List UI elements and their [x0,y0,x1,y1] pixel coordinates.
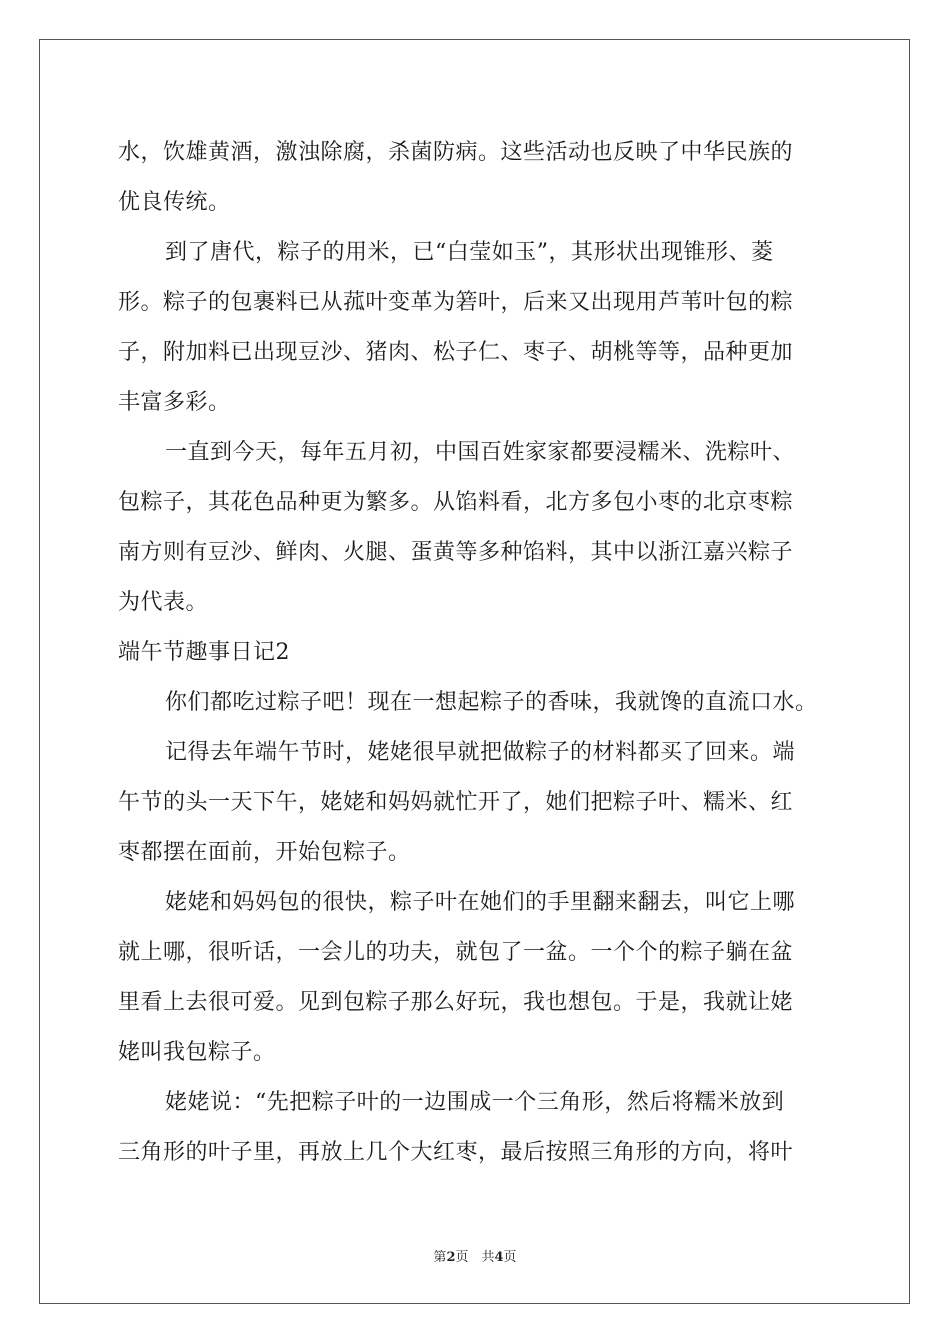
text-line: 到了唐代，粽子的用米，已“白莹如玉”，其形状出现锥形、菱 [165,240,774,265]
text-line: 南方则有豆沙、鲜肉、火腿、蛋黄等多种馅料，其中以浙江嘉兴粽子 [118,540,794,565]
text-line: 午节的头一天下午，姥姥和妈妈就忙开了，她们把粽子叶、糯米、红 [118,790,794,815]
text-line: 水，饮雄黄酒，激浊除腐，杀菌防病。这些活动也反映了中华民族的 [118,140,794,165]
footer-prefix: 第 [433,1250,447,1265]
text-line: 丰富多彩。 [118,390,231,415]
page-footer [0,1246,950,1265]
text-line: 子，附加料已出现豆沙、猪肉、松子仁、枣子、胡桃等等，品种更加 [118,340,794,365]
footer-total-pages: 4 [494,1250,504,1265]
text-line: 优良传统。 [118,190,231,215]
text-line: 里看上去很可爱。见到包粽子那么好玩，我也想包。于是，我就让姥 [118,990,794,1015]
footer-suffix: 页 [503,1250,517,1265]
text-line: 为代表。 [118,590,209,615]
text-line: 三角形的叶子里，再放上几个大红枣，最后按照三角形的方向，将叶 [118,1140,794,1165]
text-line: 姥叫我包粽子。 [118,1040,276,1065]
text-line: 端午节趣事日记2 [118,640,290,665]
text-line: 包粽子，其花色品种更为繁多。从馅料看，北方多包小枣的北京枣粽 [118,490,794,515]
text-line: 姥姥说：“先把粽子叶的一边围成一个三角形，然后将糯米放到 [165,1090,785,1115]
text-line: 一直到今天，每年五月初，中国百姓家家都要浸糯米、洗粽叶、 [165,440,796,465]
footer-current-page: 2 [446,1250,456,1265]
text-line: 你们都吃过粽子吧！现在一想起粽子的香味，我就馋的直流口水。 [165,690,818,715]
text-line: 枣都摆在面前，开始包粽子。 [118,840,411,865]
footer-mid: 页 共 [455,1250,495,1265]
text-line: 姥姥和妈妈包的很快，粽子叶在她们的手里翻来翻去，叫它上哪 [165,890,796,915]
document-body [118,128,838,1178]
text-line: 记得去年端午节时，姥姥很早就把做粽子的材料都买了回来。端 [165,740,796,765]
text-line: 形。粽子的包裹料已从菰叶变革为箬叶，后来又出现用芦苇叶包的粽 [118,290,794,315]
text-line: 就上哪，很听话，一会儿的功夫，就包了一盆。一个个的粽子躺在盆 [118,940,794,965]
